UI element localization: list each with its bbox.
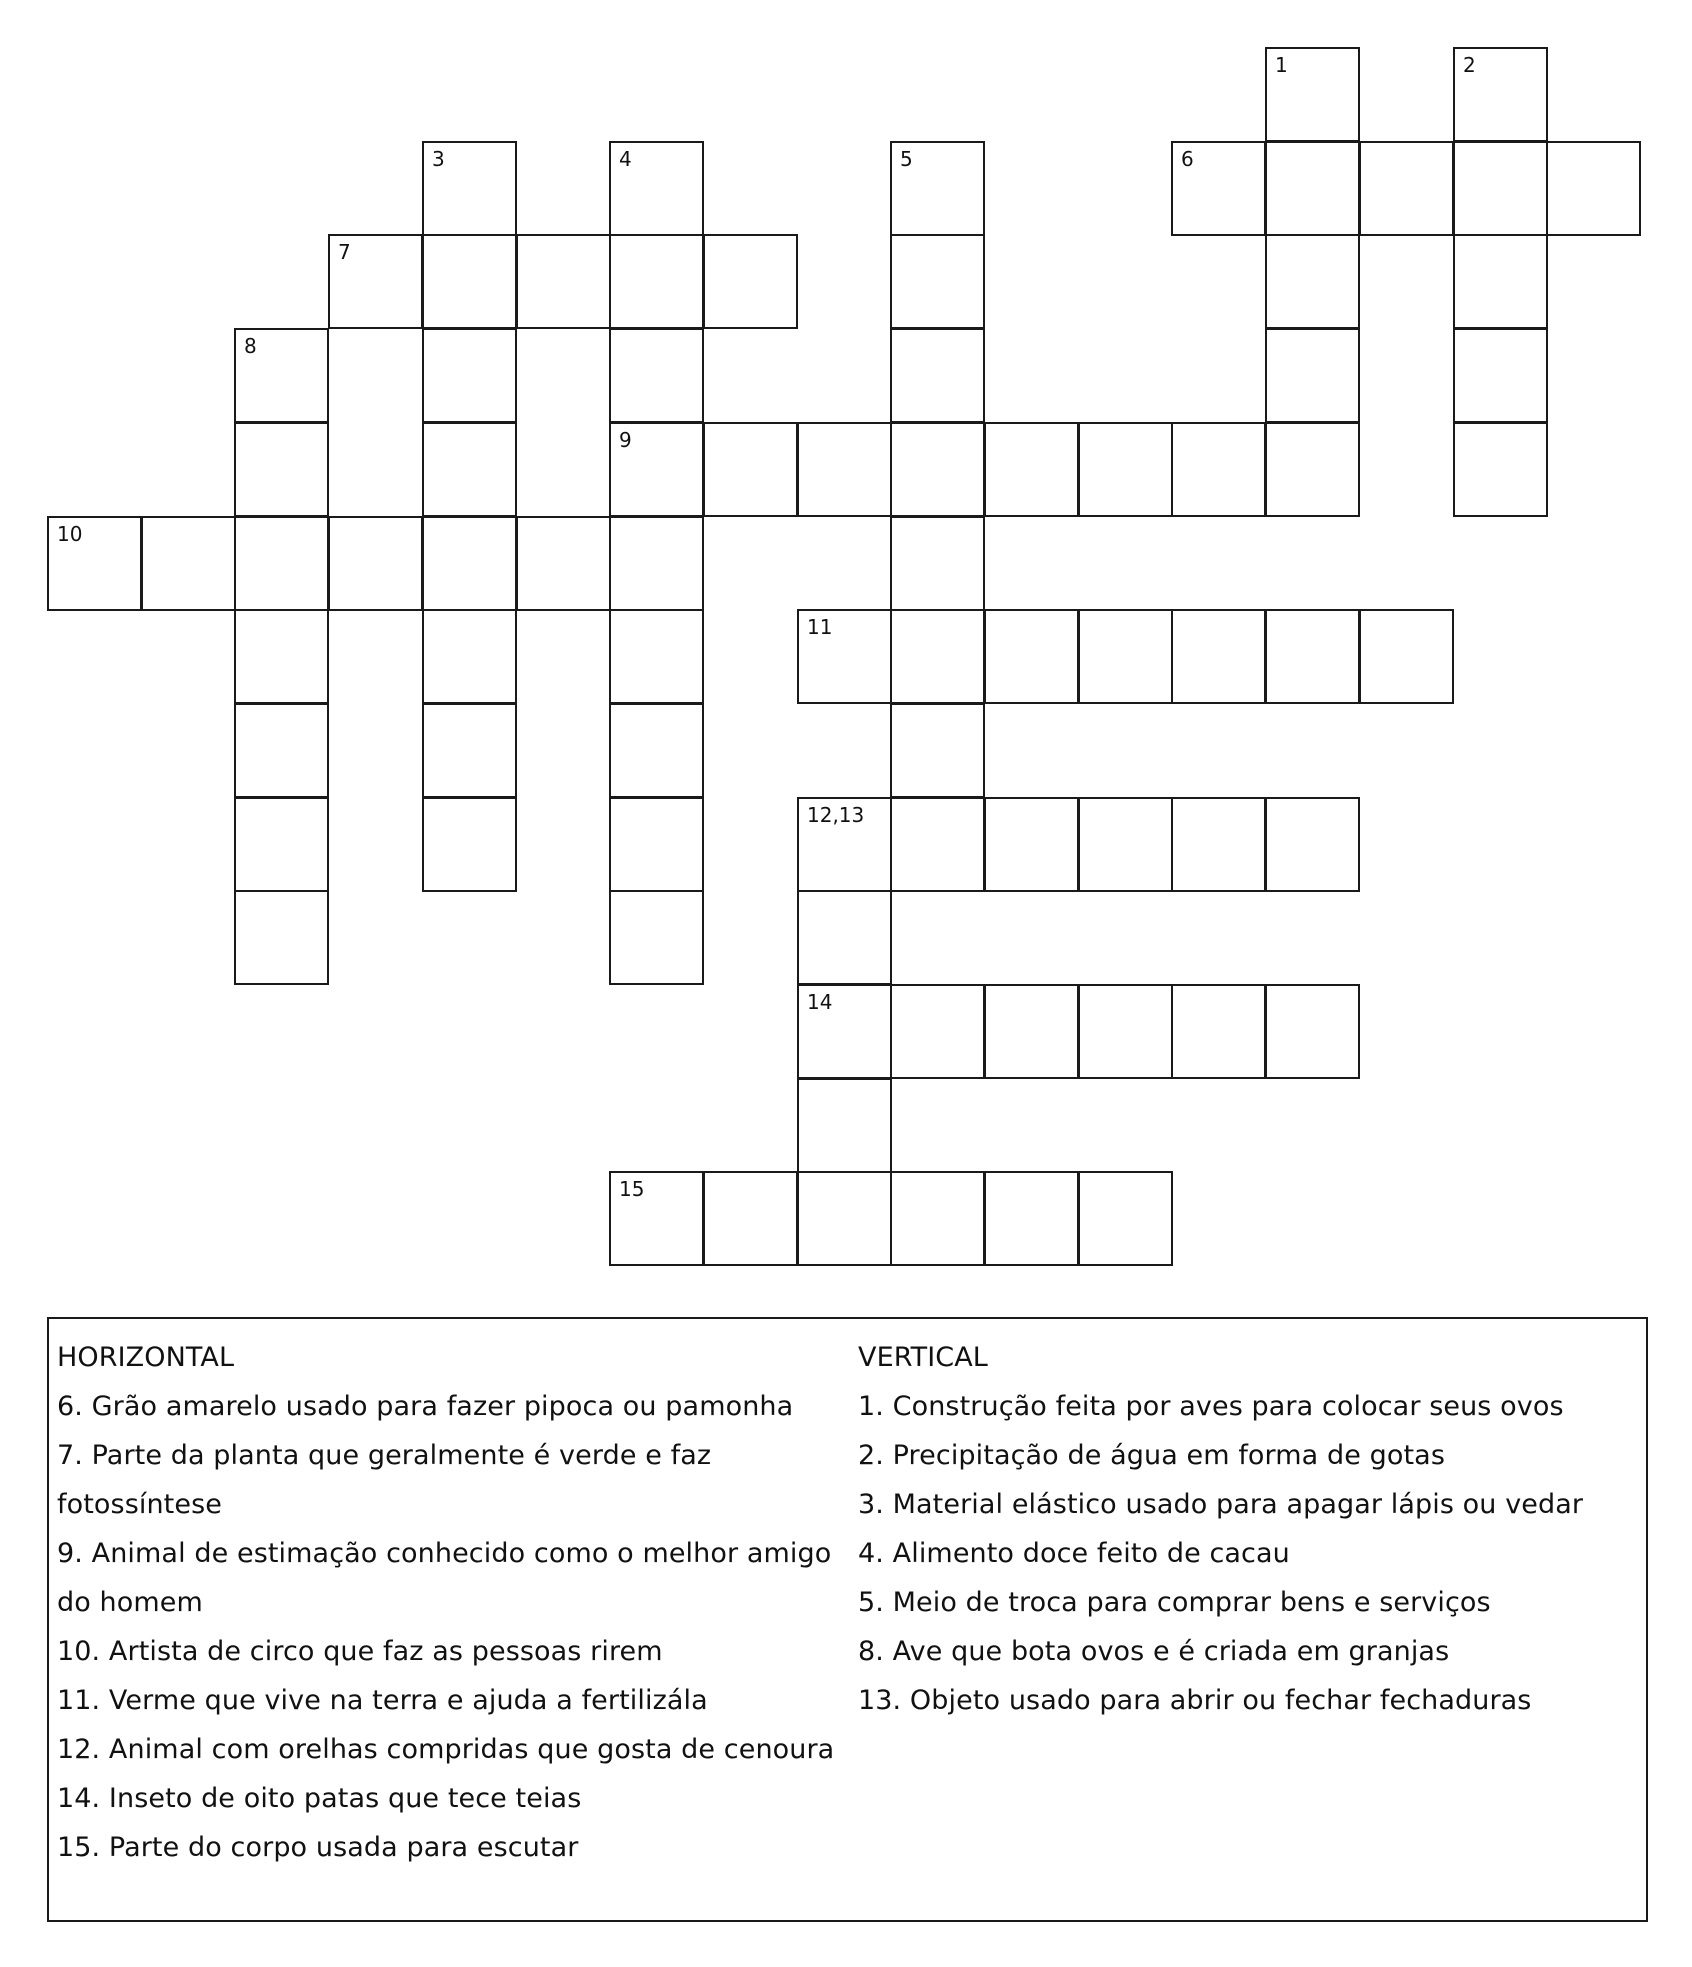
horizontal-clue: 10. Artista de circo que faz as pessoas rirem — [57, 1636, 663, 1667]
crossword-cell[interactable] — [1265, 422, 1360, 517]
horizontal-clue: fotossíntese — [57, 1489, 222, 1520]
crossword-cell[interactable] — [141, 516, 236, 611]
crossword-cell[interactable] — [1265, 47, 1360, 142]
crossword-cell[interactable] — [422, 609, 517, 704]
crossword-cell[interactable] — [890, 422, 985, 517]
horizontal-clues — [57, 1333, 847, 1872]
crossword-cell[interactable] — [1453, 328, 1548, 423]
crossword-cell[interactable] — [984, 984, 1079, 1079]
crossword-cell[interactable] — [234, 703, 329, 798]
crossword-cell[interactable] — [703, 234, 798, 329]
crossword-cell[interactable] — [797, 422, 892, 517]
vertical-clue: 5. Meio de troca para comprar bens e serviços — [858, 1587, 1491, 1618]
crossword-cell[interactable] — [703, 1171, 798, 1266]
horizontal-clue: 9. Animal de estimação conhecido como o melhor amigo — [57, 1538, 832, 1569]
crossword-cell[interactable] — [890, 141, 985, 236]
crossword-cell[interactable] — [422, 234, 517, 329]
crossword-cell[interactable] — [984, 1171, 1079, 1266]
horizontal-clue: 14. Inseto de oito patas que tece teias — [57, 1783, 582, 1814]
clue-number: 11 — [807, 615, 833, 639]
crossword-cell[interactable] — [1171, 797, 1266, 892]
crossword-cell[interactable] — [1453, 141, 1548, 236]
vertical-clue: 3. Material elástico usado para apagar lápis ou vedar — [858, 1489, 1584, 1520]
crossword-cell[interactable] — [609, 328, 704, 423]
crossword-cell[interactable] — [234, 422, 329, 517]
crossword-cell[interactable] — [422, 141, 517, 236]
clue-number: 15 — [619, 1177, 645, 1201]
vertical-clue: 13. Objeto usado para abrir ou fechar fechaduras — [858, 1685, 1532, 1716]
crossword-cell[interactable] — [1078, 1171, 1173, 1266]
crossword-cell[interactable] — [703, 422, 798, 517]
crossword-cell[interactable] — [422, 703, 517, 798]
crossword-cell[interactable] — [1265, 797, 1360, 892]
crossword-cell[interactable] — [234, 328, 329, 423]
crossword-cell[interactable] — [422, 797, 517, 892]
horizontal-clue: 7. Parte da planta que geralmente é verde e faz — [57, 1440, 712, 1471]
clue-number: 7 — [338, 240, 351, 264]
crossword-cell[interactable] — [609, 797, 704, 892]
crossword-cell[interactable] — [516, 516, 611, 611]
crossword-cell[interactable] — [1546, 141, 1641, 236]
crossword-cell[interactable] — [609, 1171, 704, 1266]
crossword-cell[interactable] — [984, 797, 1079, 892]
clue-number: 10 — [57, 522, 83, 546]
crossword-cell[interactable] — [890, 609, 985, 704]
crossword-cell[interactable] — [234, 516, 329, 611]
crossword-cell[interactable] — [1265, 984, 1360, 1079]
vertical-clue: 8. Ave que bota ovos e é criada em granjas — [858, 1636, 1450, 1667]
clue-number: 4 — [619, 147, 632, 171]
crossword-cell[interactable] — [890, 328, 985, 423]
horizontal-clue: 6. Grão amarelo usado para fazer pipoca ou pamonha — [57, 1391, 794, 1422]
crossword-cell[interactable] — [516, 234, 611, 329]
crossword-cell[interactable] — [984, 609, 1079, 704]
crossword-cell[interactable] — [890, 234, 985, 329]
crossword-cell[interactable] — [422, 516, 517, 611]
clue-number: 9 — [619, 428, 632, 452]
crossword-cell[interactable] — [984, 422, 1079, 517]
crossword-cell[interactable] — [1265, 328, 1360, 423]
horizontal-heading: HORIZONTAL — [57, 1342, 235, 1373]
crossword-cell[interactable] — [797, 609, 892, 704]
crossword-cell[interactable] — [1453, 422, 1548, 517]
crossword-cell[interactable] — [1359, 609, 1454, 704]
horizontal-clue: 12. Animal com orelhas compridas que gosta de cenoura — [57, 1734, 835, 1765]
crossword-cell[interactable] — [890, 703, 985, 798]
crossword-cell[interactable] — [1359, 141, 1454, 236]
crossword-cell[interactable] — [1171, 609, 1266, 704]
horizontal-clue: 15. Parte do corpo usada para escutar — [57, 1832, 579, 1863]
crossword-cell[interactable] — [609, 422, 704, 517]
clues-box — [47, 1317, 1648, 1922]
clue-number: 12,13 — [807, 803, 865, 827]
clue-number: 5 — [900, 147, 913, 171]
crossword-cell[interactable] — [797, 1171, 892, 1266]
crossword-cell[interactable] — [1265, 609, 1360, 704]
crossword-cell[interactable] — [1453, 47, 1548, 142]
vertical-heading: VERTICAL — [858, 1342, 988, 1373]
crossword-cell[interactable] — [1078, 797, 1173, 892]
crossword-cell[interactable] — [797, 1078, 892, 1173]
crossword-cell[interactable] — [609, 141, 704, 236]
crossword-cell[interactable] — [1453, 234, 1548, 329]
crossword-cell[interactable] — [234, 797, 329, 892]
crossword-cell[interactable] — [328, 516, 423, 611]
horizontal-clue: do homem — [57, 1587, 203, 1618]
crossword-cell[interactable] — [890, 984, 985, 1079]
crossword-cell[interactable] — [609, 234, 704, 329]
crossword-cell[interactable] — [609, 890, 704, 985]
crossword-cell[interactable] — [1265, 141, 1360, 236]
clue-number: 8 — [244, 334, 257, 358]
vertical-clue: 4. Alimento doce feito de cacau — [858, 1538, 1290, 1569]
crossword-cell[interactable] — [1171, 141, 1266, 236]
crossword-cell[interactable] — [422, 422, 517, 517]
crossword-cell[interactable] — [609, 516, 704, 611]
clue-number: 3 — [432, 147, 445, 171]
crossword-cell[interactable] — [797, 797, 892, 892]
crossword-cell[interactable] — [797, 984, 892, 1079]
crossword-cell[interactable] — [890, 516, 985, 611]
crossword-cell[interactable] — [797, 890, 892, 985]
crossword-cell[interactable] — [234, 890, 329, 985]
crossword-cell[interactable] — [1078, 422, 1173, 517]
crossword-cell[interactable] — [1078, 609, 1173, 704]
clue-number: 14 — [807, 990, 833, 1014]
crossword-cell[interactable] — [1265, 234, 1360, 329]
clue-number: 2 — [1463, 53, 1476, 77]
vertical-clue: 2. Precipitação de água em forma de gotas — [858, 1440, 1445, 1471]
crossword-cell[interactable] — [890, 797, 985, 892]
horizontal-clue: 11. Verme que vive na terra e ajuda a fertilizála — [57, 1685, 708, 1716]
crossword-cell[interactable] — [422, 328, 517, 423]
crossword-cell[interactable] — [1171, 984, 1266, 1079]
crossword-cell[interactable] — [1171, 422, 1266, 517]
clue-number: 6 — [1181, 147, 1194, 171]
crossword-cell[interactable] — [328, 234, 423, 329]
clue-number: 1 — [1275, 53, 1288, 77]
crossword-cell[interactable] — [47, 516, 142, 611]
vertical-clues — [858, 1333, 1638, 1725]
crossword-cell[interactable] — [890, 1171, 985, 1266]
crossword-cell[interactable] — [609, 703, 704, 798]
crossword-cell[interactable] — [234, 609, 329, 704]
crossword-cell[interactable] — [609, 609, 704, 704]
vertical-clue: 1. Construção feita por aves para colocar seus ovos — [858, 1391, 1564, 1422]
crossword-cell[interactable] — [1078, 984, 1173, 1079]
